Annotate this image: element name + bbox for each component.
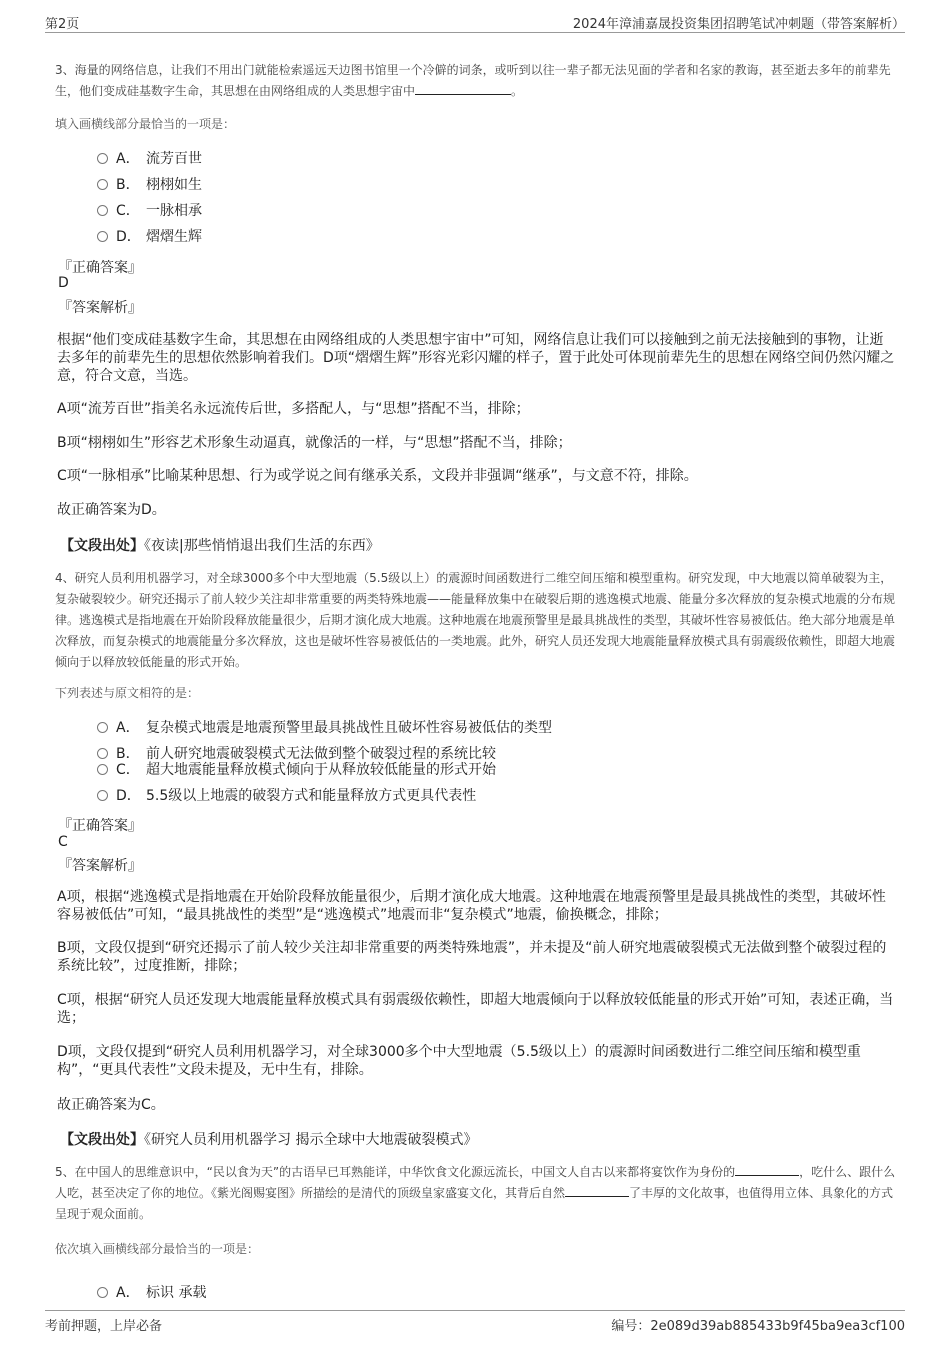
analysis-paragraph: A项，根据“逃逸模式是指地震在开始阶段释放能量很少，后期才演化成大地震。这种地震在地震预警里是最具挑战性的类型，其破坏性容易被低估”可知，“最具挑战性的类型”是“逃逸模式”地震而非“复杂模式”地震，偷换概念，排除； [57, 889, 886, 923]
radio-icon[interactable] [97, 790, 108, 801]
source-label: 【文段出处】 [60, 1132, 144, 1148]
document-title: 2024年漳浦嘉晟投资集团招聘笔试冲刺题（带答案解析） [572, 17, 905, 32]
option-d[interactable] [97, 226, 202, 248]
question-3-stem-text: 3、海量的网络信息，让我们不用出门就能检索遥远天边图书馆里一个冷僻的词条，或听到以往一辈子都无法见面的学者和名家的教诲，甚至逝去多年的前辈先生，他们变成硅基数字生命，其思想在由网络组成的人类思想宇宙中 [55, 63, 891, 98]
option-a[interactable] [97, 148, 202, 170]
analysis-label: 『答案解析』 [58, 300, 142, 316]
option-letter: D． [116, 229, 141, 245]
option-text: 一脉相承 [146, 203, 202, 219]
page-footer [45, 1310, 905, 1333]
radio-icon[interactable] [97, 722, 108, 733]
radio-icon[interactable] [97, 764, 108, 775]
option-text: 5.5级以上地震的破裂方式和能量释放方式更具代表性 [146, 788, 477, 804]
option-a[interactable] [97, 1282, 206, 1304]
radio-icon[interactable] [97, 231, 108, 242]
answer-blank [415, 82, 511, 95]
option-text: 前人研究地震破裂模式无法做到整个破裂过程的系统比较 [146, 746, 496, 762]
analysis-label: 『答案解析』 [58, 858, 142, 874]
question-3-prompt: 填入画横线部分最恰当的一项是： [55, 117, 236, 131]
footer-slogan: 考前押题，上岸必备 [45, 1319, 163, 1334]
option-text: 流芳百世 [146, 151, 202, 167]
option-c[interactable] [97, 759, 496, 781]
radio-icon[interactable] [97, 205, 108, 216]
option-text: 栩栩如生 [146, 177, 202, 193]
correct-answer-label: 『正确答案』 [58, 818, 142, 834]
analysis-conclusion: 故正确答案为D。 [57, 502, 166, 518]
option-letter: A． [116, 151, 140, 167]
source-line [60, 535, 380, 555]
analysis-conclusion: 故正确答案为C。 [57, 1097, 165, 1113]
correct-answer-label: 『正确答案』 [58, 260, 142, 276]
source-title: 《研究人员利用机器学习 揭示全球中大地震破裂模式》 [144, 1132, 478, 1148]
correct-answer: D [58, 275, 69, 291]
question-4-prompt: 下列表述与原文相符的是： [55, 686, 200, 700]
source-line [60, 1129, 477, 1149]
option-letter: B． [116, 177, 140, 193]
radio-icon[interactable] [97, 179, 108, 190]
option-a[interactable] [97, 717, 552, 739]
page-number: 第2页 [45, 17, 80, 32]
question-5-stem-text: 5、在中国人的思维意识中，“民以食为天”的古语早已耳熟能详，中华饮食文化源远流长，中国文人自古以来都将宴饮作为身份的 [55, 1165, 736, 1179]
option-text: 超大地震能量释放模式倾向于从释放较低能量的形式开始 [146, 762, 496, 778]
document-id: 编号：2e089d39ab885433b9f45ba9ea3cf100 [611, 1319, 905, 1334]
option-d[interactable] [97, 785, 476, 807]
option-letter: B． [116, 746, 140, 762]
option-text: 熠熠生辉 [146, 229, 202, 245]
analysis-paragraph: D项，文段仅提到“研究人员利用机器学习，对全球3000多个中大型地震（5.5级以上）的震源时间函数进行二维空间压缩和模型重构”，“更具代表性”文段未提及，无中生有，排除。 [57, 1044, 861, 1078]
question-3-stem [55, 60, 900, 102]
analysis-paragraph: B项“栩栩如生”形容艺术形象生动逼真，就像活的一样，与“思想”搭配不当，排除； [57, 435, 572, 451]
analysis-paragraph: C项“一脉相承”比喻某种思想、行为或学说之间有继承关系，文段并非强调“继承”，与文意不符，排除。 [57, 468, 698, 484]
question-3-stem-end: 。 [511, 84, 524, 98]
radio-icon[interactable] [97, 153, 108, 164]
option-text: 复杂模式地震是地震预警里最具挑战性且破坏性容易被低估的类型 [146, 720, 552, 736]
question-5-stem [55, 1162, 900, 1225]
option-b[interactable] [97, 174, 202, 196]
option-letter: D． [116, 788, 141, 804]
answer-blank [565, 1184, 629, 1197]
question-4-stem: 4、研究人员利用机器学习，对全球3000多个中大型地震（5.5级以上）的震源时间函数进行二维空间压缩和模型重构。研究发现，中大地震以简单破裂为主，复杂破裂较少。研究还揭示了前人较少关注却非常重要的两类特殊地震——能量释放集中在破裂后期的逃逸模式地震、能量分多次释放的复杂模式地震的分布规律。逃逸模式是指地震在开始阶段释放能量很少，后期才演化成大地震。这种地震在地震预警里是最具挑战性的类型，其破坏性容易被低估。绝大部分地震是单次释放，而复杂模式的地震能量分多次释放，这也是破坏性容易被低估的一类地震。此外，研究人员还发现大地震能量释放模式具有弱震级依赖性，即超大地震倾向于以释放较低能量的形式开始。 [55, 571, 896, 669]
option-c[interactable] [97, 200, 202, 222]
option-letter: C． [116, 762, 140, 778]
radio-icon[interactable] [97, 748, 108, 759]
analysis-paragraph: C项，根据“研究人员还发现大地震能量释放模式具有弱震级依赖性，即超大地震倾向于以释放较低能量的形式开始”可知，表述正确，当选； [57, 992, 894, 1026]
analysis-paragraph: B项，文段仅提到“研究还揭示了前人较少关注却非常重要的两类特殊地震”，并未提及“前人研究地震破裂模式无法做到整个破裂过程的系统比较”，过度推断，排除； [57, 940, 887, 974]
option-letter: C． [116, 203, 140, 219]
question-5-prompt: 依次填入画横线部分最恰当的一项是： [55, 1242, 260, 1256]
analysis-paragraph: A项“流芳百世”指美名永远流传后世，多搭配人，与“思想”搭配不当，排除； [57, 401, 530, 417]
question-5-stem-end: 了丰厚的文化故事，也值得用立体、具象化的方式呈现于观众面前。 [55, 1186, 894, 1221]
source-label: 【文段出处】 [60, 538, 144, 554]
correct-answer: C [58, 834, 68, 850]
option-letter: A． [116, 1285, 140, 1301]
answer-blank [735, 1163, 799, 1176]
radio-icon[interactable] [97, 1287, 108, 1298]
analysis-paragraph: 根据“他们变成硅基数字生命，其思想在由网络组成的人类思想宇宙中”可知，网络信息让我们可以接触到之前无法接触到的事物，让逝去多年的前辈先生的思想依然影响着我们。D项“熠熠生辉”形容光彩闪耀的样子，置于此处可体现前辈先生的思想在网络空间仍然闪耀之意，符合文意，当选。 [57, 332, 895, 384]
source-title: 《夜读|那些悄悄退出我们生活的东西》 [144, 538, 380, 554]
question-5-stem-text: ，吃什么、跟什么人吃，甚至决定了你的地位。《紫光阁赐宴图》所描绘的是清代的顶级皇家盛宴文化，其背后自然 [55, 1165, 896, 1200]
option-text: 标识 承载 [146, 1285, 207, 1301]
option-letter: A． [116, 720, 140, 736]
page-header [45, 10, 905, 33]
